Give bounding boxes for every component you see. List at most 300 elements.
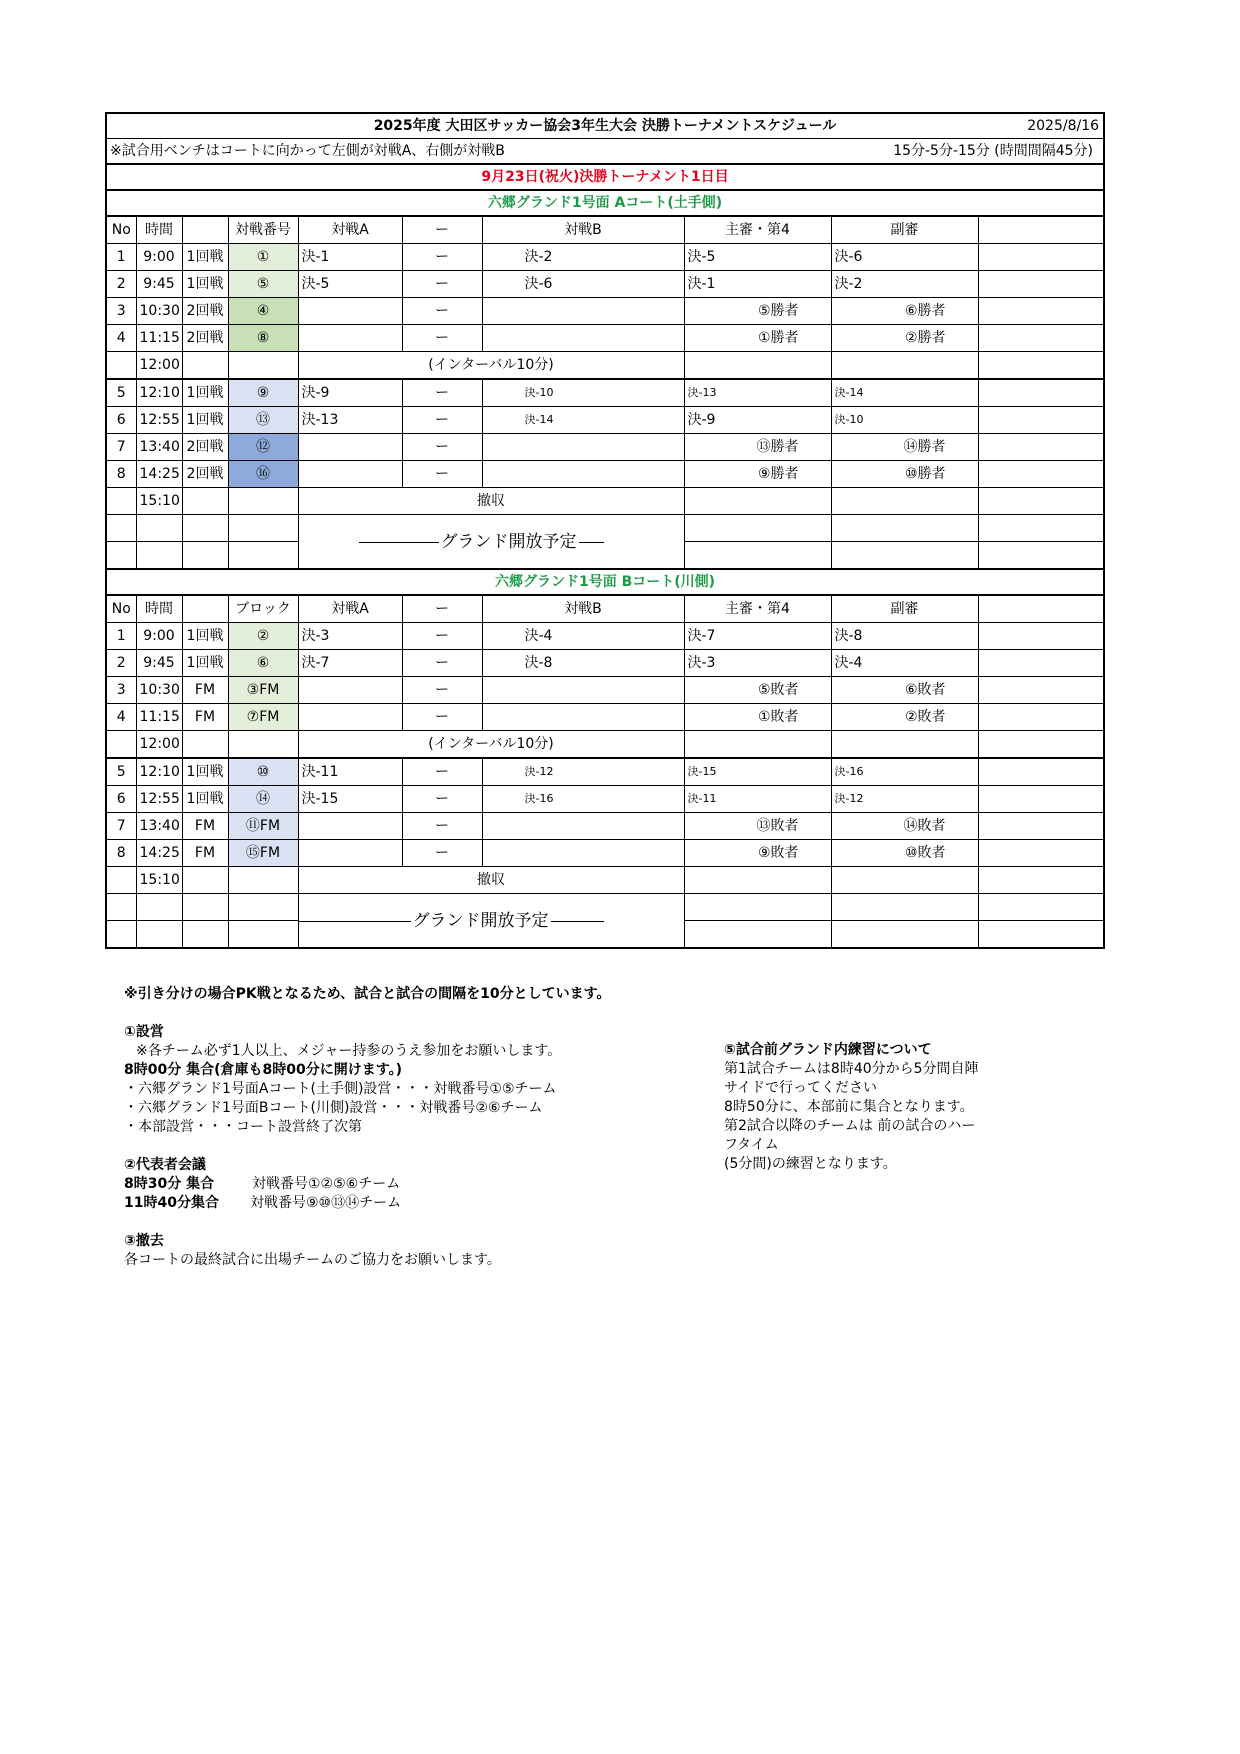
assistant-referee: 決-12 [831,786,978,813]
setup-line-1: ※各チーム必ず1人以上、メジャー持参のうえ参加をお願いします。 [136,1043,562,1059]
open-blank [228,921,298,949]
match-number: ⑦FM [228,704,298,731]
clear-row [106,867,1104,894]
meeting-line-1 [124,1175,611,1194]
interval-blank [978,731,1104,759]
team-a [298,434,402,461]
assistant-referee: 決-16 [831,758,978,786]
match-number: ⑤ [228,271,298,298]
practice-title: ⑤試合前グランド内練習について [724,1042,932,1058]
clear-blank [684,488,831,515]
match-time: 14:25 [136,461,182,488]
court-a-title-row [106,190,1104,216]
open-blank [831,894,978,921]
table-row [106,407,1104,434]
open-blank [978,921,1104,949]
extra-cell [978,434,1104,461]
interval-row [106,731,1104,759]
referee: ①勝者 [684,325,831,352]
clear-blank [831,867,978,894]
extra-cell [978,379,1104,407]
table-row [106,677,1104,704]
practice-line-6: (5分間)の練習となります。 [724,1156,897,1172]
team-a: 決-11 [298,758,402,786]
col-extra-header [978,595,1104,623]
assistant-referee: ⑥敗者 [831,677,978,704]
interval-blank [978,352,1104,380]
assistant-referee: 決-10 [831,407,978,434]
match-no: 6 [106,786,136,813]
open-blank [684,515,831,542]
open-blank [831,542,978,570]
extra-cell [978,786,1104,813]
practice-line-2: サイドで行ってください [724,1080,878,1096]
clear-blank [182,488,228,515]
meeting-title: ②代表者会議 [124,1157,206,1173]
practice-line-3: 8時50分に、本部前に集合となります。 [724,1099,974,1115]
match-round: FM [182,677,228,704]
setup-line-5: ・本部設営・・・コート設営終了次第 [124,1119,362,1135]
clear-time: 15:10 [136,867,182,894]
match-round: FM [182,704,228,731]
practice-line-5: フタイム [724,1137,779,1153]
timing-note: 15分-5分-15分 (時間間隔45分) [893,143,1094,159]
table-row [106,623,1104,650]
clear-blank [978,867,1104,894]
versus-dash: ー [402,677,482,704]
versus-dash: ー [402,298,482,325]
team-a: 決-7 [298,650,402,677]
interval-time: 12:00 [136,731,182,759]
match-round: 1回戦 [182,650,228,677]
meeting-line-2 [124,1194,611,1213]
referee: ⑬勝者 [684,434,831,461]
match-no: 3 [106,677,136,704]
title-row [106,113,1104,139]
referee: 決-7 [684,623,831,650]
match-round: 2回戦 [182,298,228,325]
interval-blank [182,731,228,759]
match-no: 2 [106,650,136,677]
interval-blank [831,352,978,380]
open-blank [831,921,978,949]
extra-cell [978,677,1104,704]
interval-blank [684,352,831,380]
match-no: 3 [106,298,136,325]
versus-dash: ー [402,786,482,813]
open-blank [978,515,1104,542]
match-round: FM [182,840,228,867]
assistant-referee: 決-14 [831,379,978,407]
versus-dash: ー [402,623,482,650]
assistant-referee: 決-8 [831,623,978,650]
table-row [106,840,1104,867]
versus-dash: ー [402,813,482,840]
referee: ⑤勝者 [684,298,831,325]
col-match-header: 対戦番号 [228,216,298,244]
match-number: ⑩ [228,758,298,786]
open-blank [136,515,182,542]
versus-dash: ー [402,325,482,352]
extra-cell [978,650,1104,677]
clear-blank [182,867,228,894]
extra-cell [978,407,1104,434]
open-blank [106,921,136,949]
open-blank [684,921,831,949]
team-b: 決-2 [482,244,684,271]
ground-open-row [106,894,1104,921]
col-team-a-header: 対戦A [298,216,402,244]
ground-open-cell [298,894,684,949]
match-round: 1回戦 [182,271,228,298]
note-row [106,139,1104,165]
match-number: ⑬ [228,407,298,434]
court-b-title: 六郷グランド1号面 Bコート(川側) [106,569,1104,595]
match-round: 2回戦 [182,325,228,352]
table-row [106,325,1104,352]
referee: 決-13 [684,379,831,407]
open-blank [684,894,831,921]
court-a-schedule [106,216,1104,569]
team-b: 決-16 [482,786,684,813]
match-no: 8 [106,840,136,867]
open-blank [106,515,136,542]
open-blank [136,894,182,921]
table-row [106,704,1104,731]
match-round: 2回戦 [182,434,228,461]
team-a [298,813,402,840]
open-blank [106,542,136,570]
match-round: 1回戦 [182,758,228,786]
match-time: 9:00 [136,244,182,271]
clear-time: 15:10 [136,488,182,515]
match-number: ③FM [228,677,298,704]
practice-line-1: 第1試合チームは8時40分から5分間自陣 [724,1061,979,1077]
team-a [298,298,402,325]
interval-text: (インターバル10分) [298,352,684,380]
open-blank [182,542,228,570]
table-row [106,650,1104,677]
match-no: 6 [106,407,136,434]
match-time: 10:30 [136,677,182,704]
extra-cell [978,298,1104,325]
match-time: 9:45 [136,271,182,298]
col-referee-header: 主審・第4 [684,595,831,623]
match-number: ⑨ [228,379,298,407]
match-time: 10:30 [136,298,182,325]
day-title-row [106,164,1104,190]
match-number: ② [228,623,298,650]
match-time: 9:45 [136,650,182,677]
match-no: 2 [106,271,136,298]
schedule-sheet [105,112,1103,949]
match-number: ⑮FM [228,840,298,867]
referee: 決-15 [684,758,831,786]
extra-cell [978,813,1104,840]
team-b [482,461,684,488]
match-round: FM [182,813,228,840]
col-team-a-header: 対戦A [298,595,402,623]
match-no: 8 [106,461,136,488]
col-assistant-header: 副審 [831,595,978,623]
interval-no [106,731,136,759]
interval-row [106,352,1104,380]
assistant-referee: ⑭勝者 [831,434,978,461]
assistant-referee: ⑩敗者 [831,840,978,867]
extra-cell [978,244,1104,271]
col-team-b-header: 対戦B [482,216,684,244]
meeting-time-2: 11時40分集合 [124,1195,219,1211]
match-time: 9:00 [136,623,182,650]
meeting-time-1: 8時30分 集合 [124,1176,215,1192]
table-row [106,758,1104,786]
interval-blank [684,731,831,759]
team-b [482,298,684,325]
referee: ⑨勝者 [684,461,831,488]
match-no: 1 [106,244,136,271]
versus-dash: ー [402,379,482,407]
extra-cell [978,840,1104,867]
open-blank [978,542,1104,570]
col-dash-header: ー [402,595,482,623]
match-no: 4 [106,325,136,352]
schedule-table [105,112,1105,949]
col-no-header: No [106,595,136,623]
extra-cell [978,758,1104,786]
clear-blank [684,867,831,894]
versus-dash: ー [402,758,482,786]
open-blank [228,515,298,542]
team-a: 決-5 [298,271,402,298]
team-a: 決-13 [298,407,402,434]
match-number: ④ [228,298,298,325]
col-round-header [182,595,228,623]
clear-no [106,867,136,894]
match-round: 1回戦 [182,623,228,650]
team-b: 決-10 [482,379,684,407]
table-row [106,461,1104,488]
court-a-title: 六郷グランド1号面 Aコート(土手側) [106,190,1104,216]
team-b: 決-6 [482,271,684,298]
clear-blank [831,488,978,515]
interval-no [106,352,136,380]
clear-row [106,488,1104,515]
setup-line-4: ・六郷グランド1号面Bコート(川側)設営・・・対戦番号②⑥チーム [124,1100,543,1116]
interval-blank [228,731,298,759]
open-blank [228,542,298,570]
col-no-header: No [106,216,136,244]
setup-line-2: 8時00分 集合(倉庫も8時00分に開けます。) [124,1062,402,1078]
meeting-teams-1: 対戦番号①②⑤⑥チーム [252,1176,401,1192]
notes-right [724,1041,979,1174]
match-no: 4 [106,704,136,731]
clear-title: ③撤去 [124,1233,164,1249]
extra-cell [978,325,1104,352]
referee: 決-3 [684,650,831,677]
match-number: ⑫ [228,434,298,461]
assistant-referee: ②勝者 [831,325,978,352]
open-blank [684,542,831,570]
team-b: 決-12 [482,758,684,786]
versus-dash: ー [402,461,482,488]
bench-note: ※試合用ベンチはコートに向かって左側が対戦A、右側が対戦B [110,143,505,159]
team-a [298,704,402,731]
match-round: 2回戦 [182,461,228,488]
team-b [482,813,684,840]
referee: ⑨敗者 [684,840,831,867]
team-a: 決-3 [298,623,402,650]
clear-text: 撤収 [298,867,684,894]
interval-time: 12:00 [136,352,182,380]
pk-note: ※引き分けの場合PK戦となるため、試合と試合の間隔を10分としています。 [124,986,611,1002]
versus-dash: ー [402,407,482,434]
clear-blank [228,488,298,515]
column-header-row [106,595,1104,623]
match-time: 12:55 [136,407,182,434]
clear-no [106,488,136,515]
team-b: 決-14 [482,407,684,434]
referee: 決-5 [684,244,831,271]
team-b: 決-8 [482,650,684,677]
interval-blank [182,352,228,380]
clear-blank [978,488,1104,515]
referee: ⑬敗者 [684,813,831,840]
table-row [106,271,1104,298]
col-assistant-header: 副審 [831,216,978,244]
open-blank [228,894,298,921]
versus-dash: ー [402,840,482,867]
assistant-referee: ⑥勝者 [831,298,978,325]
extra-cell [978,704,1104,731]
setup-title: ①設営 [124,1024,164,1040]
open-blank [831,515,978,542]
match-time: 13:40 [136,434,182,461]
referee: 決-1 [684,271,831,298]
assistant-referee: ②敗者 [831,704,978,731]
assistant-referee: 決-4 [831,650,978,677]
match-no: 5 [106,379,136,407]
ground-open-text: グランド開放予定 [411,908,551,934]
versus-dash: ー [402,650,482,677]
table-row [106,379,1104,407]
assistant-referee: 決-6 [831,244,978,271]
table-row [106,298,1104,325]
team-a: 決-9 [298,379,402,407]
team-b [482,677,684,704]
team-b [482,840,684,867]
table-row [106,813,1104,840]
col-round-header [182,216,228,244]
match-number: ⑧ [228,325,298,352]
match-time: 13:40 [136,813,182,840]
match-time: 12:10 [136,379,182,407]
interval-blank [228,352,298,380]
clear-blank [228,867,298,894]
practice-line-4: 第2試合以降のチームは 前の試合のハー [724,1118,976,1134]
court-b-schedule [106,595,1104,948]
col-time-header: 時間 [136,216,182,244]
match-round: 1回戦 [182,407,228,434]
open-blank [182,894,228,921]
match-no: 5 [106,758,136,786]
match-no: 7 [106,813,136,840]
col-time-header: 時間 [136,595,182,623]
referee: 決-9 [684,407,831,434]
match-number: ① [228,244,298,271]
match-round: 1回戦 [182,786,228,813]
team-b: 決-4 [482,623,684,650]
team-b [482,325,684,352]
match-round: 1回戦 [182,244,228,271]
match-time: 11:15 [136,704,182,731]
page-title: 2025年度 大田区サッカー協会3年生大会 決勝トーナメントスケジュール [373,118,837,134]
day-title: 9月23日(祝火)決勝トーナメント1日目 [106,164,1104,190]
clear-text: 撤収 [298,488,684,515]
match-no: 1 [106,623,136,650]
column-header-row [106,216,1104,244]
setup-line-3: ・六郷グランド1号面Aコート(土手側)設営・・・対戦番号①⑤チーム [124,1081,557,1097]
team-a: 決-15 [298,786,402,813]
match-no: 7 [106,434,136,461]
match-number: ⑪FM [228,813,298,840]
team-a [298,461,402,488]
table-row [106,434,1104,461]
match-time: 12:10 [136,758,182,786]
open-blank [182,515,228,542]
open-blank [182,921,228,949]
assistant-referee: ⑭敗者 [831,813,978,840]
extra-cell [978,623,1104,650]
open-blank [978,894,1104,921]
team-a [298,677,402,704]
court-b-title-row [106,569,1104,595]
referee: ⑤敗者 [684,677,831,704]
match-number: ⑥ [228,650,298,677]
team-b [482,434,684,461]
versus-dash: ー [402,704,482,731]
extra-cell [978,271,1104,298]
match-time: 14:25 [136,840,182,867]
team-b [482,704,684,731]
open-blank [136,542,182,570]
table-row [106,786,1104,813]
team-a: 決-1 [298,244,402,271]
notes-left [124,985,611,1270]
match-time: 11:15 [136,325,182,352]
ground-open-text: グランド開放予定 [439,529,579,555]
match-round: 1回戦 [182,379,228,407]
team-a [298,325,402,352]
col-team-b-header: 対戦B [482,595,684,623]
versus-dash: ー [402,271,482,298]
match-time: 12:55 [136,786,182,813]
doc-date: 2025/8/16 [1027,118,1100,134]
assistant-referee: ⑩勝者 [831,461,978,488]
versus-dash: ー [402,244,482,271]
open-blank [136,921,182,949]
extra-cell [978,461,1104,488]
table-row [106,244,1104,271]
match-number: ⑯ [228,461,298,488]
open-blank [106,894,136,921]
referee: ①敗者 [684,704,831,731]
referee: 決-11 [684,786,831,813]
clear-line-1: 各コートの最終試合に出場チームのご協力をお願いします。 [124,1252,501,1268]
assistant-referee: 決-2 [831,271,978,298]
col-match-header: ブロック [228,595,298,623]
team-a [298,840,402,867]
match-number: ⑭ [228,786,298,813]
